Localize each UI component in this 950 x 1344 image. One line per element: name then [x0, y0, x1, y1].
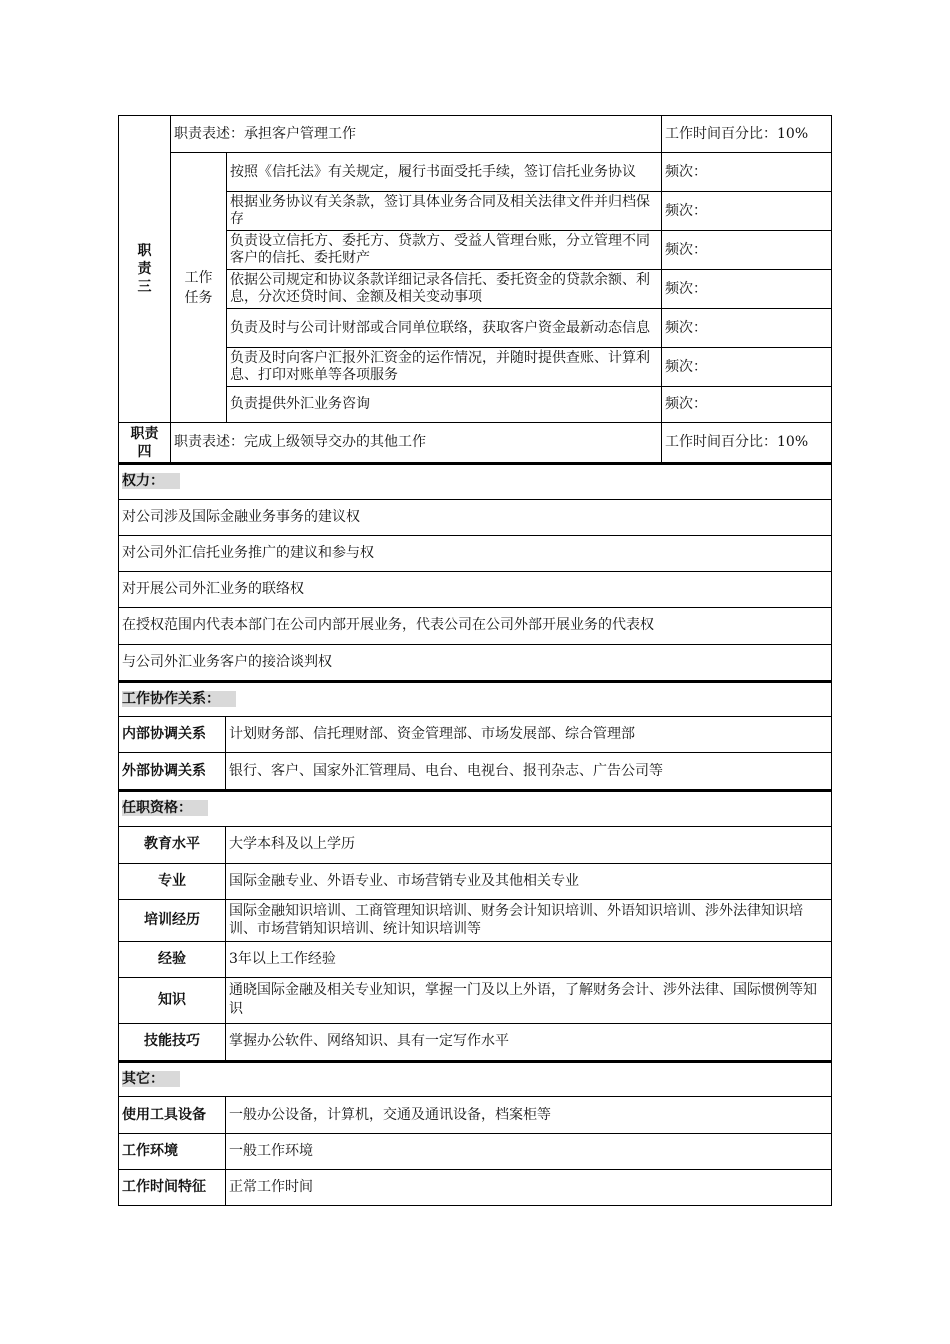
task-frequency: 频次： — [662, 270, 832, 309]
qualification-label: 培训经历 — [119, 899, 226, 941]
internal-relations-label: 内部协调关系 — [119, 717, 226, 753]
qualification-label: 教育水平 — [119, 826, 226, 863]
qualification-value: 掌握办公软件、网络知识、具有一定写作水平 — [226, 1023, 832, 1060]
other-label: 使用工具设备 — [119, 1097, 226, 1134]
qualification-label: 技能技巧 — [119, 1023, 226, 1060]
duty4-label: 职责 四 — [119, 423, 171, 463]
task-text: 依据公司规定和协议条款详细记录各信托、委托资金的贷款余额、利息，分次还贷时间、金额及相关变动事项 — [227, 270, 662, 309]
duty3-time-pct: 工作时间百分比：10% — [662, 116, 832, 153]
duties-table — [118, 115, 832, 463]
task-text: 负责及时向客户汇报外汇资金的运作情况，并随时提供查账、计算利息、打印对账单等各项服务 — [227, 348, 662, 387]
external-relations-value: 银行、客户、国家外汇管理局、电台、电视台、报刊杂志、广告公司等 — [226, 753, 832, 790]
relations-title: 工作协作关系： — [119, 682, 832, 717]
authority-item: 对公司外汇信托业务推广的建议和参与权 — [119, 535, 832, 571]
task-text: 负责设立信托方、委托方、贷款方、受益人管理台账，分立管理不同客户的信托、委托财产 — [227, 231, 662, 270]
other-label: 工作环境 — [119, 1134, 226, 1170]
duty3-task-label: 工作 任务 — [171, 153, 227, 423]
task-frequency: 频次： — [662, 192, 832, 231]
job-description-page — [118, 115, 831, 1206]
task-frequency: 频次： — [662, 153, 832, 192]
task-text: 按照《信托法》有关规定，履行书面受托手续，签订信托业务协议 — [227, 153, 662, 192]
qualification-value: 3年以上工作经验 — [226, 941, 832, 977]
other-value: 一般办公设备，计算机，交通及通讯设备，档案柜等 — [226, 1097, 832, 1134]
task-frequency: 频次： — [662, 309, 832, 348]
task-frequency: 频次： — [662, 348, 832, 387]
external-relations-label: 外部协调关系 — [119, 753, 226, 790]
other-label: 工作时间特征 — [119, 1170, 226, 1206]
relations-table — [118, 681, 832, 791]
qualifications-table — [118, 790, 832, 1061]
task-text: 根据业务协议有关条款，签订具体业务合同及相关法律文件并归档保存 — [227, 192, 662, 231]
duty4-time-pct: 工作时间百分比：10% — [662, 423, 832, 463]
duty3-label: 职 责 三 — [119, 116, 171, 423]
authority-item: 与公司外汇业务客户的接洽谈判权 — [119, 644, 832, 680]
authority-table — [118, 463, 832, 681]
qualification-label: 经验 — [119, 941, 226, 977]
other-value: 一般工作环境 — [226, 1134, 832, 1170]
authority-item: 对开展公司外汇业务的联络权 — [119, 571, 832, 607]
others-table — [118, 1061, 832, 1207]
task-text: 负责及时与公司计财部或合同单位联络，获取客户资金最新动态信息 — [227, 309, 662, 348]
qualification-value: 国际金融知识培训、工商管理知识培训、财务会计知识培训、外语知识培训、涉外法律知识培训、市场营销知识培训、统计知识培训等 — [226, 899, 832, 941]
authority-title: 权力： — [119, 464, 832, 499]
qualifications-title: 任职资格： — [119, 791, 832, 826]
qualification-value: 大学本科及以上学历 — [226, 826, 832, 863]
duty3-description: 职责表述：承担客户管理工作 — [171, 116, 662, 153]
qualification-label: 专业 — [119, 863, 226, 899]
task-text: 负责提供外汇业务咨询 — [227, 387, 662, 423]
qualification-value: 国际金融专业、外语专业、市场营销专业及其他相关专业 — [226, 863, 832, 899]
task-frequency: 频次： — [662, 387, 832, 423]
internal-relations-value: 计划财务部、信托理财部、资金管理部、市场发展部、综合管理部 — [226, 717, 832, 753]
duty4-description: 职责表述：完成上级领导交办的其他工作 — [171, 423, 662, 463]
task-frequency: 频次： — [662, 231, 832, 270]
qualification-label: 知识 — [119, 977, 226, 1023]
authority-item: 在授权范围内代表本部门在公司内部开展业务，代表公司在公司外部开展业务的代表权 — [119, 607, 832, 644]
other-value: 正常工作时间 — [226, 1170, 832, 1206]
qualification-value: 通晓国际金融及相关专业知识，掌握一门及以上外语，了解财务会计、涉外法律、国际惯例等知识 — [226, 977, 832, 1023]
others-title: 其它： — [119, 1062, 832, 1097]
authority-item: 对公司涉及国际金融业务事务的建议权 — [119, 499, 832, 535]
